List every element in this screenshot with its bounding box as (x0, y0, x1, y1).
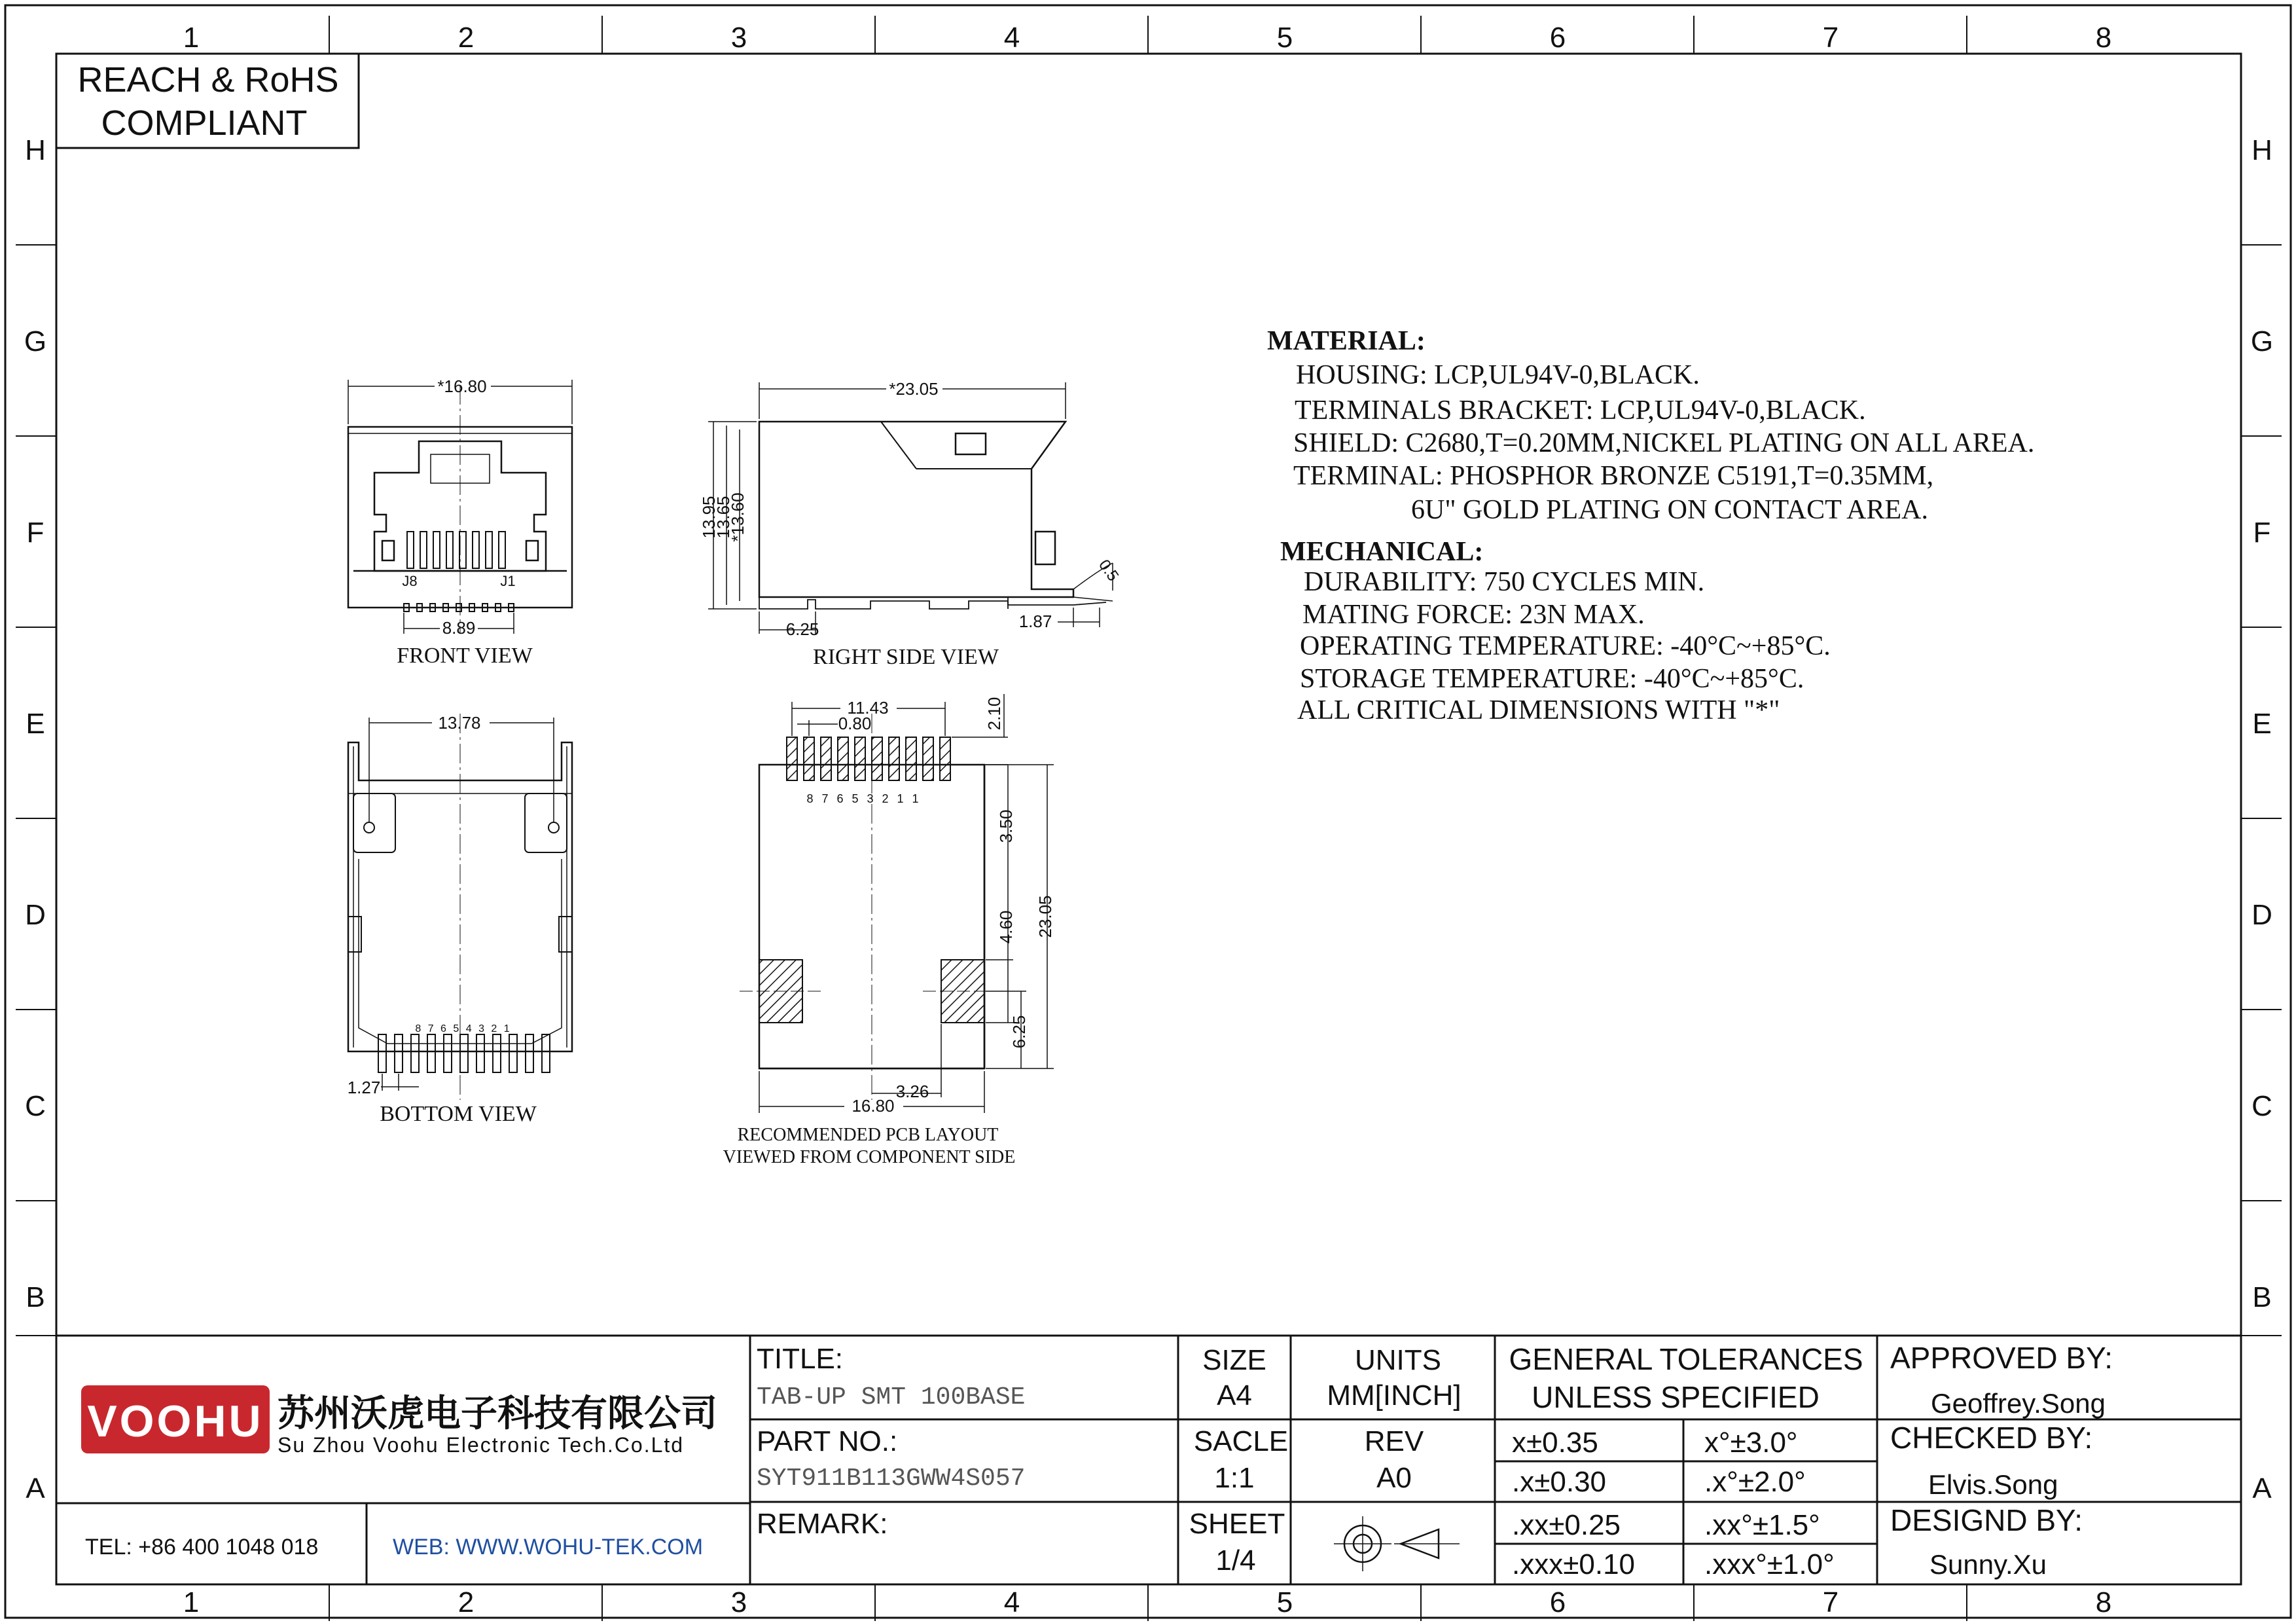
tolerance-heading-2: UNLESS SPECIFIED (1532, 1380, 1820, 1414)
front-pin-j8: J8 (402, 573, 418, 589)
side-view (708, 382, 1113, 634)
tolerance-cell: .xxx°±1.0° (1704, 1548, 1835, 1580)
bottom-dim-pitch: 1.27 (347, 1078, 381, 1097)
tolerance-cell: .xxx±0.10 (1512, 1548, 1636, 1580)
zone-ticks (16, 16, 2282, 1621)
front-pin-j1: J1 (500, 573, 516, 589)
side-view-label: RIGHT SIDE VIEW (813, 645, 999, 669)
side-dim-h2: 13.65 (713, 496, 733, 539)
col-label: 6 (1549, 22, 1566, 54)
mechanical-line: ALL CRITICAL DIMENSIONS WITH "*" (1297, 695, 1780, 725)
units-value: MM[INCH] (1327, 1379, 1462, 1412)
size-value: A4 (1217, 1379, 1252, 1412)
row-label: A (2252, 1472, 2272, 1504)
pcb-dim-c: 6.25 (1009, 1015, 1029, 1049)
row-label: B (26, 1281, 45, 1313)
front-dim-width: *16.80 (437, 376, 487, 396)
compliance-line-2: COMPLIANT (101, 103, 308, 143)
checked-value: Elvis.Song (1928, 1469, 2058, 1500)
approved-value: Geoffrey.Song (1931, 1388, 2106, 1419)
contact-tel: TEL: +86 400 1048 018 (85, 1535, 319, 1559)
row-label: A (26, 1472, 45, 1504)
pcb-label-1: RECOMMENDED PCB LAYOUT (737, 1125, 999, 1145)
compliance-line-1: REACH & RoHS (77, 60, 339, 100)
row-label: G (24, 325, 47, 357)
side-dim-h1: 13.95 (699, 496, 719, 539)
material-line: SHIELD: C2680,T=0.20MM,NICKEL PLATING ON ALL AREA. (1293, 428, 2035, 458)
pcb-dim-b: 4.60 (996, 910, 1016, 944)
scale-value: 1:1 (1214, 1462, 1255, 1494)
col-label: 4 (1003, 22, 1020, 54)
row-label: F (2253, 517, 2271, 549)
bottom-pin-numbers: 8 7 6 5 4 3 2 1 (415, 1023, 512, 1034)
pcb-layout (740, 694, 1054, 1113)
title-label: TITLE: (757, 1343, 844, 1375)
col-label: 4 (1003, 1586, 1020, 1618)
pcb-pin-numbers: 8 7 6 5 3 2 1 1 (806, 792, 922, 805)
col-label: 2 (457, 22, 475, 54)
row-label: D (2251, 899, 2272, 931)
col-label: 1 (183, 1586, 200, 1618)
col-label: 7 (1822, 22, 1839, 54)
mechanical-line: OPERATING TEMPERATURE: -40°C~+85°C. (1300, 631, 1831, 661)
units-label: UNITS (1355, 1344, 1441, 1376)
front-dim-pitch: 8.89 (442, 618, 476, 638)
bottom-dim-width: 13.78 (438, 713, 481, 733)
row-label: C (2251, 1090, 2272, 1122)
row-label: F (26, 517, 45, 549)
tolerance-cell: .xx±0.25 (1512, 1509, 1621, 1541)
company-en: Su Zhou Voohu Electronic Tech.Co.Ltd (278, 1433, 685, 1457)
col-label: 3 (730, 1586, 747, 1618)
contact-web[interactable]: WEB: WWW.WOHU-TEK.COM (393, 1535, 704, 1559)
checked-label: CHECKED BY: (1890, 1421, 2093, 1455)
pcb-dim-span: 11.43 (847, 698, 889, 718)
scale-label: SACLE (1193, 1425, 1289, 1457)
spec-notes (1267, 326, 2034, 725)
company-cn: 苏州沃虎电子科技有限公司 (278, 1393, 717, 1434)
tolerance-cell: x°±3.0° (1704, 1427, 1798, 1459)
compliance-box (56, 54, 359, 148)
rev-label: REV (1364, 1425, 1424, 1457)
pcb-dim-width: 16.80 (852, 1096, 895, 1116)
tolerance-heading-1: GENERAL TOLERANCES (1509, 1342, 1863, 1376)
size-label: SIZE (1202, 1344, 1266, 1376)
mechanical-line: MATING FORCE: 23N MAX. (1302, 600, 1645, 630)
tolerance-cell: .x°±2.0° (1704, 1466, 1806, 1498)
sheet-label: SHEET (1189, 1508, 1285, 1540)
mechanical-line: DURABILITY: 750 CYCLES MIN. (1304, 567, 1705, 597)
material-line: HOUSING: LCP,UL94V-0,BLACK. (1296, 360, 1700, 390)
part-label: PART NO.: (757, 1425, 898, 1457)
mechanical-line: STORAGE TEMPERATURE: -40°C~+85°C. (1300, 664, 1804, 694)
tolerance-cell: .xx°±1.5° (1704, 1509, 1820, 1541)
col-label: 6 (1549, 1586, 1566, 1618)
remark-label: REMARK: (757, 1508, 888, 1540)
col-label: 5 (1276, 1586, 1293, 1618)
approved-label: APPROVED BY: (1890, 1341, 2113, 1375)
material-heading: MATERIAL: (1267, 326, 1426, 356)
col-label: 7 (1822, 1586, 1839, 1618)
tolerance-cell: .x±0.30 (1512, 1466, 1607, 1498)
designed-value: Sunny.Xu (1929, 1549, 2047, 1580)
col-label: 8 (2095, 1586, 2112, 1618)
side-dim-tab: 1.87 (1018, 611, 1052, 631)
col-label: 5 (1276, 22, 1293, 54)
row-label: H (25, 134, 46, 166)
row-label: B (2252, 1281, 2272, 1313)
sheet-value: 1/4 (1215, 1544, 1256, 1577)
front-view (348, 380, 572, 634)
part-value: SYT911B113GWW4S057 (757, 1465, 1026, 1493)
logo-text: VOOHU (87, 1396, 264, 1446)
material-line: TERMINALS BRACKET: LCP,UL94V-0,BLACK. (1295, 395, 1866, 426)
pcb-label-2: VIEWED FROM COMPONENT SIDE (723, 1147, 1016, 1167)
row-label: E (2252, 708, 2272, 740)
col-label: 1 (183, 22, 200, 54)
bottom-view-label: BOTTOM VIEW (380, 1102, 537, 1126)
row-label: G (2250, 325, 2274, 357)
front-view-label: FRONT VIEW (397, 644, 533, 668)
pcb-dim-pitch: 0.80 (838, 714, 872, 733)
title-value: TAB-UP SMT 100BASE (757, 1383, 1026, 1412)
side-dim-bottom: 6.25 (785, 619, 819, 639)
col-label: 8 (2095, 22, 2112, 54)
row-label: H (2251, 134, 2272, 166)
row-label: E (26, 708, 45, 740)
tolerance-cell: x±0.35 (1512, 1427, 1598, 1459)
pcb-dim-len: 23.05 (1035, 895, 1055, 938)
col-label: 2 (457, 1586, 475, 1618)
col-label: 3 (730, 22, 747, 54)
material-line: 6U" GOLD PLATING ON CONTACT AREA. (1411, 495, 1929, 525)
row-label: D (25, 899, 46, 931)
side-dim-angle: 0.5 (1095, 556, 1122, 585)
material-line: TERMINAL: PHOSPHOR BRONZE C5191,T=0.35MM, (1293, 461, 1934, 491)
side-dim-h3: *13.60 (728, 492, 747, 542)
row-label: C (25, 1090, 46, 1122)
pcb-dim-d: 3.26 (895, 1082, 929, 1101)
bottom-view (348, 714, 572, 1100)
mechanical-heading: MECHANICAL: (1280, 537, 1484, 567)
rev-value: A0 (1376, 1462, 1412, 1494)
projection-symbol (1334, 1516, 1460, 1571)
designed-label: DESIGND BY: (1890, 1503, 2083, 1537)
pcb-dim-a: 3.50 (996, 809, 1016, 843)
side-dim-length: *23.05 (889, 379, 939, 399)
pcb-dim-pad: 2.10 (984, 697, 1004, 731)
